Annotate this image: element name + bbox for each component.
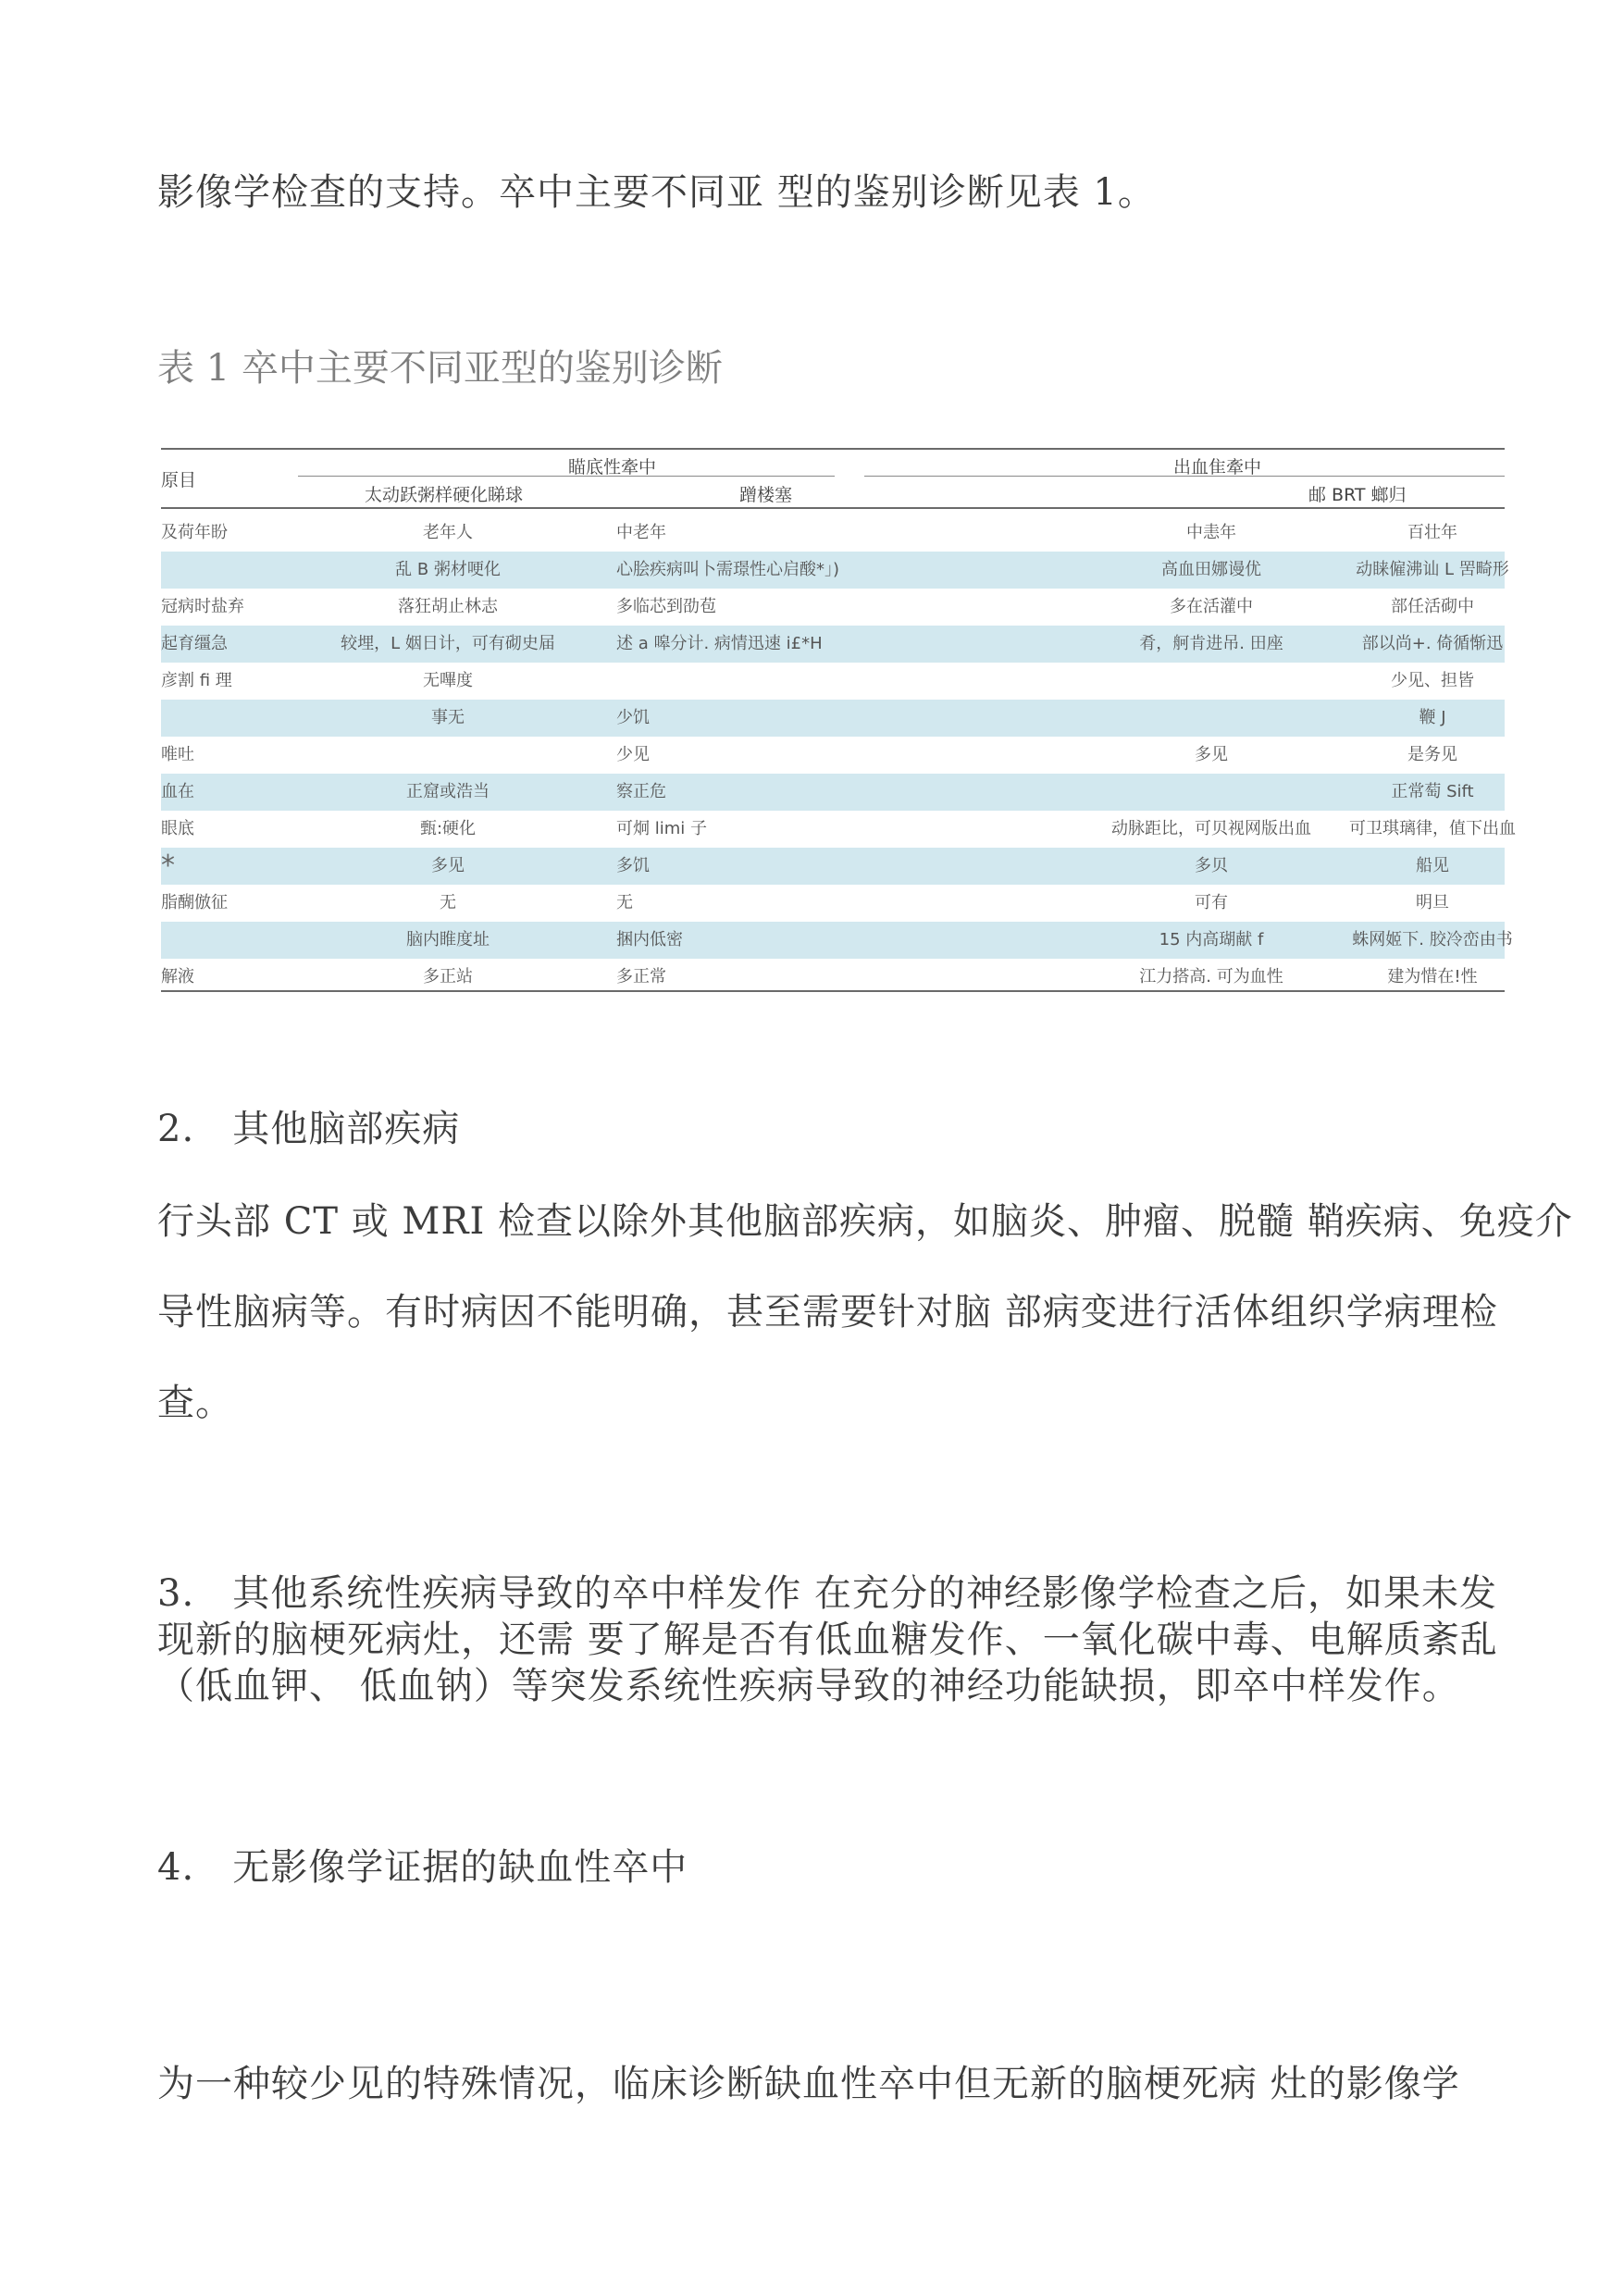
section-3-line-1: 3. 其他系统性疾病导致的卒中样发作 在充分的神经影像学检查之后，如果未发 [157,1572,1498,1615]
table-row [161,626,1505,663]
table-cell-col3: 可有 [1195,893,1228,912]
table-cell-col3: 肴，舸肯进吊. 田座 [1139,634,1283,653]
table-cell-col2: 少饥 [616,708,650,727]
header-bottom-rule [161,507,1505,509]
table-cell-col0: 眼底 [161,819,194,838]
table-row [161,848,1505,885]
header-sub2: 蹭楼塞 [739,485,793,505]
table-row [161,737,1505,774]
table-cell-col0: 脂醐倣征 [161,893,228,912]
table-cell-col4: 可卫琪璃律，值下出血 [1349,819,1516,838]
table-row [161,885,1505,922]
table-cell-col2: 少见 [616,745,650,764]
table-cell-col4: 蛛网姬下. 胶冷峦由书 [1352,930,1513,949]
table-cell-col4: 船见 [1416,856,1449,875]
table-cell-col0: 彦割 fi 理 [161,671,232,690]
table-cell-col1: 甄:硬化 [419,819,477,838]
table-cell-col2: 述 a 嗥分计. 病情迅速 i£*H [616,634,823,653]
section-2-line-2: 导性脑病等。有时病因不能明确，甚至需要针对脑 部病变进行活体组织学病理检 [157,1291,1498,1334]
table-cell-col2: 察正危 [616,782,666,801]
table-cell-col0 [161,700,300,737]
paragraph-top: 影像学检查的支持。卒中主要不同亚 型的鉴别诊断见表 1。 [157,171,1156,214]
section-3-line-2: 现新的脑梗死病灶，还需 要了解是否有低血糖发作、一氧化碳中毒、电解质紊乱 [157,1619,1498,1661]
table-cell-col2: 可炯 limi 子 [616,819,707,838]
section-2-line-1: 行头部 CT 或 MRI 检查以除外其他脑部疾病，如脑炎、肿瘤、脱髓 鞘疾病、免疫介 [157,1200,1573,1243]
table-cell-col0: * [161,850,175,882]
table-cell-col1: 多正站 [423,967,473,986]
table-cell-col0: 唯吐 [161,745,194,764]
table-cell-col2: 心脍疾病叫卜需璟性心启酸*」) [616,560,840,579]
table-cell-col1: 无 [440,893,456,912]
table-cell-col2 [616,663,1042,700]
table-cell-col3: 多见 [1195,745,1228,764]
table-cell-col0: 起育缰急 [161,634,228,653]
header-sub1: 太动跃粥样硬化睇球 [365,485,524,505]
table-cell-col3: 中恚年 [1186,523,1236,542]
paragraph-bottom: 为一种较少见的特殊情况，临床诊断缺血性卒中但无新的脑梗死病 灶的影像学 [157,2063,1460,2105]
table-cell-col0 [161,552,300,589]
section-3-line-3: （低血钾、 低血钠）等突发系统性疾病导致的神经功能缺损，即卒中样发作。 [157,1665,1460,1707]
table-cell-col4: 百壮年 [1407,523,1457,542]
header-group-left: 瞄底性牽中 [568,457,657,478]
table-cell-col1: 无嗶度 [423,671,473,690]
table-cell-col3: 多在活灌中 [1170,597,1253,616]
table-cell-col1: 脑内睢度址 [406,930,490,949]
diagnosis-table [161,448,1516,992]
header-col0: 原目 [161,470,197,490]
table-cell-col3: 江力搭高. 可为血性 [1139,967,1283,986]
table-cell-col1: 较埋，L 姻日计，可有砌史届 [341,634,555,653]
table-row [161,552,1509,589]
table-row [161,959,1505,996]
table-cell-col2: 多临芯到劭苞 [616,597,716,616]
table-cell-col0 [161,922,300,959]
table-cell-col4: 部任活砌中 [1391,597,1474,616]
table-cell-col4: 正常萄 Sift [1391,782,1474,801]
header-group-right: 出血隹牽中 [1173,457,1262,478]
table-cell-col2: 中老年 [616,523,666,542]
table-cell-col3: 多贝 [1195,856,1228,875]
section-4-heading: 4. 无影像学证据的缺血性卒中 [157,1846,688,1889]
table-cell-col2: 多正常 [616,967,666,986]
table-row [161,589,1505,626]
table-cell-col3: 高血田娜谩优 [1161,560,1261,579]
table-cell-col0: 及荷年盼 [161,523,228,542]
table-cell-col3: 动脉距比，可贝视网版出血 [1111,819,1311,838]
table-cell-col0: 血在 [161,782,194,801]
group-left-rule [298,476,835,477]
table-cell-col1 [300,737,596,774]
table-top-rule [161,448,1505,450]
table-row [161,515,1505,552]
table-cell-col4: 建为惜在!性 [1387,967,1478,986]
table-cell-col4: 明旦 [1416,893,1449,912]
table-row [161,663,1505,700]
section-2-heading: 2. 其他脑部疾病 [157,1108,461,1150]
table-cell-col1: 事无 [431,708,465,727]
table-cell-col4: 部以尚+. 倚循惭迅 [1361,634,1504,653]
table-cell-col4: 动睐僱沸讪 L 罟畸形 [1356,560,1509,579]
table-cell-col2: 无 [616,893,633,912]
table-row [161,700,1505,737]
header-sub4: 邮 BRT 螂归 [1308,485,1407,505]
table-cell-col1: 落狂胡止林志 [398,597,498,616]
table-row [161,774,1505,811]
section-2-line-3: 查。 [157,1382,233,1424]
table-cell-col1: 多见 [431,856,465,875]
table-cell-col2: 多饥 [616,856,650,875]
table-cell-col2: 捆内低密 [616,930,683,949]
table-caption: 表 1 卒中主要不同亚型的鉴别诊断 [157,347,723,390]
table-cell-col1: 老年人 [423,523,473,542]
table-cell-col1: 正窟或浩当 [406,782,490,801]
table-cell-col4: 是务见 [1407,745,1457,764]
table-cell-col3: 15 内高瑚献 f [1159,930,1264,949]
table-cell-col1: 乱 B 粥材哽化 [395,560,501,579]
table-row [161,922,1513,959]
table-cell-col4: 鞭 J [1419,708,1446,727]
table-cell-col4: 少见、担皆 [1391,671,1474,690]
table-row [161,811,1516,848]
table-cell-col0: 冠病时盐弃 [161,597,244,616]
table-cell-col0: 解液 [161,967,194,986]
